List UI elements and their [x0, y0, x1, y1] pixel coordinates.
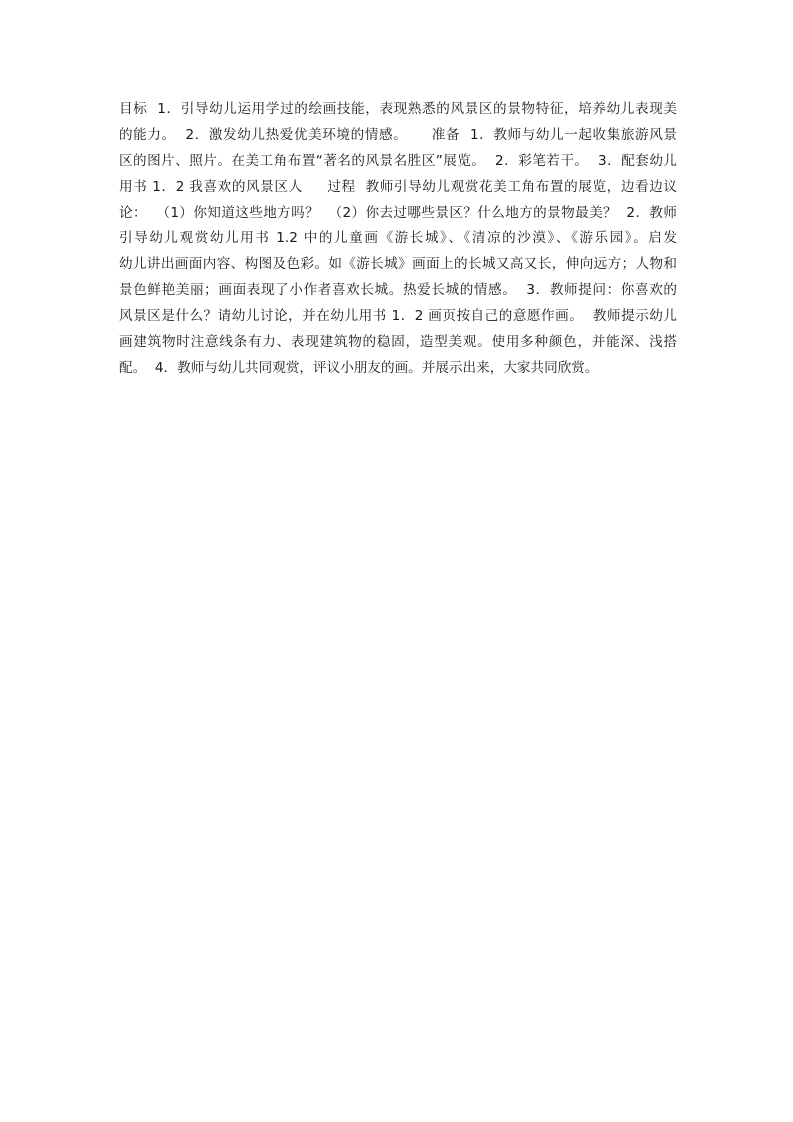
- paragraph-line: 引导幼儿观赏幼儿用书 1.2 中的儿童画《游长城》、《清凉的沙漠》、《游乐园》。启发: [119, 230, 677, 247]
- paragraph-line: 配。 4．教师与幼儿共同观赏，评议小朋友的画。并展示出来，大家共同欣赏。: [119, 359, 599, 376]
- paragraph-line: 用书 1．2 我喜欢的风景区人 过程 教师引导幼儿观赏花美工角布置的展览，边看边议: [119, 178, 677, 195]
- paragraph-line: 目标 1．引导幼儿运用学过的绘画技能，表现熟悉的风景区的景物特征，培养幼儿表现美: [119, 101, 677, 117]
- paragraph-line: 论： （1）你知道这些地方吗？ （2）你去过哪些景区？什么地方的景物最美？ 2．教师: [119, 204, 677, 221]
- paragraph-line: 景色鲜艳美丽；画面表现了小作者喜欢长城。热爱长城的情感。 3．教师提问：你喜欢的: [119, 282, 677, 299]
- paragraph-line: 的能力。 2．激发幼儿热爱优美环境的情感。 准备 1．教师与幼儿一起收集旅游风景: [119, 126, 677, 143]
- paragraph-line: 画建筑物时注意线条有力、表现建筑物的稳固，造型美观。使用多种颜色，并能深、浅搭: [119, 334, 677, 351]
- paragraph-line: 风景区是什么？请幼儿讨论，并在幼儿用书 1．2 画页按自己的意愿作画。 教师提示幼儿: [119, 308, 677, 325]
- paragraph-line: 区的图片、照片。在美工角布置“著名的风景名胜区”展览。 2．彩笔若干。 3．配套幼儿: [119, 152, 677, 169]
- lesson-plan-paragraph: [119, 97, 677, 382]
- paragraph-line: 幼儿讲出画面内容、构图及色彩。如《游长城》画面上的长城又高又长，伸向远方；人物和: [119, 256, 677, 273]
